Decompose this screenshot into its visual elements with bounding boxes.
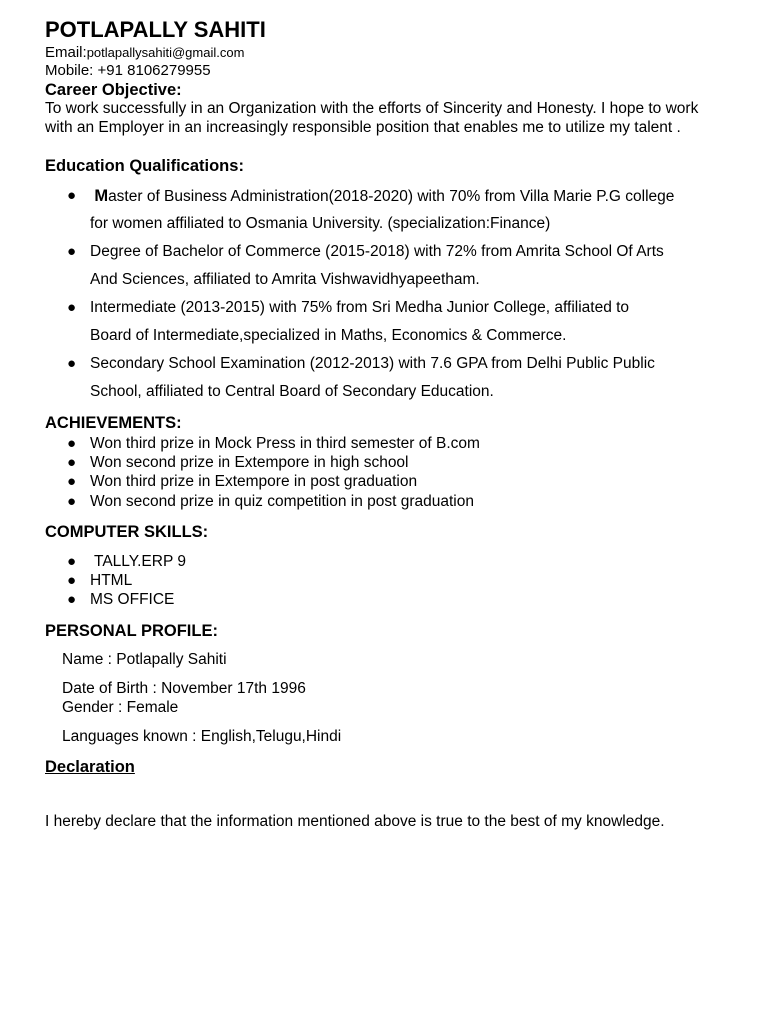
education-item-line2: School, affiliated to Central Board of Secondary Education.: [90, 383, 494, 400]
skill-item: MS OFFICE: [90, 591, 175, 608]
education-item-text: aster of Business Administration(2018-2020) with 70% from Villa Marie P.G college: [108, 188, 675, 205]
profile-name: Name : Potlapally Sahiti: [62, 651, 227, 668]
education-item-line1: [90, 187, 674, 206]
computer-skills-heading: COMPUTER SKILLS:: [45, 523, 209, 541]
bullet-icon: ●: [67, 553, 77, 570]
profile-languages: Languages known : English,Telugu,Hindi: [62, 728, 342, 745]
career-objective-text: To work successfully in an Organization with the efforts of Sincerity and Honesty. I hope to work with an Employer in an increasingly responsible position that enables me to utilize my talent .: [45, 100, 699, 136]
mobile-line: Mobile: +91 8106279955: [45, 62, 211, 79]
email-value: potlapallysahiti@gmail.com: [86, 45, 245, 60]
bullet-icon: ●: [67, 243, 77, 260]
bullet-icon: ●: [67, 435, 77, 452]
education-item-line1: Degree of Bachelor of Commerce (2015-2018) with 72% from Amrita School Of Arts: [90, 243, 664, 260]
profile-dob: Date of Birth : November 17th 1996: [62, 680, 306, 697]
skill-item: TALLY.ERP 9: [90, 553, 186, 570]
bullet-icon: ●: [67, 473, 77, 490]
profile-gender: Gender : Female: [62, 699, 179, 716]
education-item-line2: for women affiliated to Osmania University. (specialization:Finance): [90, 215, 551, 232]
bullet-icon: ●: [67, 299, 77, 316]
education-item-line2: And Sciences, affiliated to Amrita Vishwavidhyapeetham.: [90, 271, 480, 288]
candidate-name: POTLAPALLY SAHITI: [45, 17, 266, 42]
achievements-heading: ACHIEVEMENTS:: [45, 414, 182, 432]
achievement-item: Won second prize in Extempore in high school: [90, 454, 409, 471]
bullet-icon: ●: [67, 355, 77, 372]
declaration-heading: Declaration: [45, 758, 135, 776]
education-first-letter: M: [94, 187, 109, 205]
bullet-icon: ●: [67, 493, 77, 510]
achievement-item: Won third prize in Mock Press in third semester of B.com: [90, 435, 480, 452]
education-item-line1: Secondary School Examination (2012-2013) with 7.6 GPA from Delhi Public Public: [90, 355, 655, 372]
skill-item: HTML: [90, 572, 133, 589]
education-item-line1: Intermediate (2013-2015) with 75% from Sri Medha Junior College, affiliated to: [90, 299, 630, 316]
bullet-icon: ●: [67, 591, 77, 608]
declaration-text: I hereby declare that the information mentioned above is true to the best of my knowledge.: [45, 813, 665, 830]
achievement-item: Won third prize in Extempore in post graduation: [90, 473, 418, 490]
education-heading: Education Qualifications:: [45, 157, 244, 175]
achievement-item: Won second prize in quiz competition in post graduation: [90, 493, 474, 510]
email-label: Email:: [45, 44, 87, 61]
bullet-icon: ●: [67, 454, 77, 471]
career-objective-heading: Career Objective:: [45, 81, 182, 99]
education-item-line2: Board of Intermediate,specialized in Maths, Economics & Commerce.: [90, 327, 567, 344]
personal-profile-heading: PERSONAL PROFILE:: [45, 622, 218, 640]
email-line: [45, 44, 244, 62]
bullet-icon: ●: [67, 572, 77, 589]
bullet-icon: ●: [67, 187, 77, 204]
